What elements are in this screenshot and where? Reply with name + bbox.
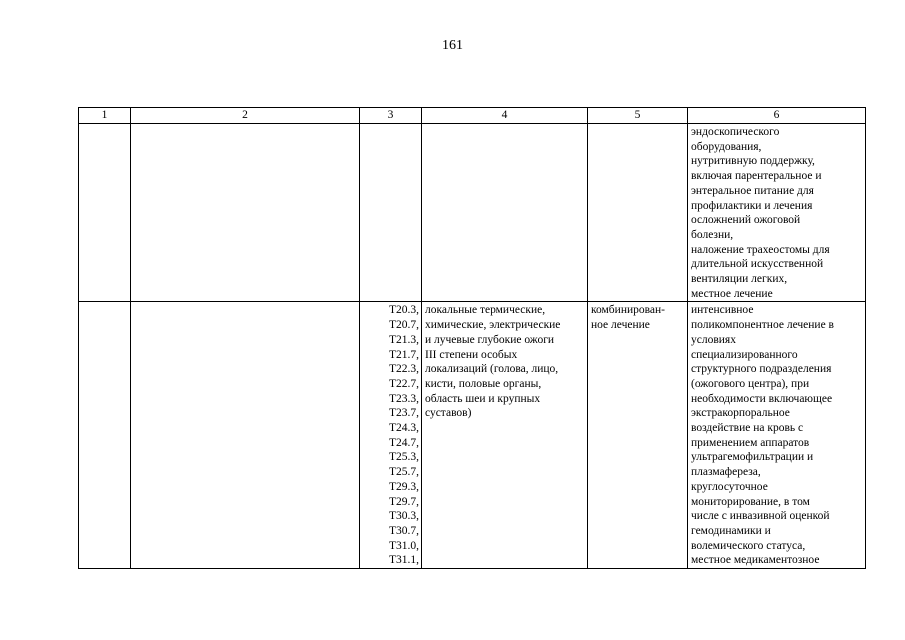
icd-code: T25.7,	[388, 466, 419, 479]
icd-code: T23.7,	[388, 407, 419, 420]
text-line: мониторирование, в том	[691, 495, 810, 508]
text-line: локальные термические,	[425, 304, 546, 317]
text-line: круглосуточное	[691, 480, 768, 493]
cell-col-1	[79, 302, 131, 569]
header-col-1: 1	[79, 108, 131, 124]
icd-code: T29.7,	[388, 495, 419, 508]
icd-code: T31.0,	[388, 539, 419, 552]
text-line: (ожогового центра), при	[691, 377, 810, 390]
page-number: 161	[442, 38, 463, 53]
text-line: применением аппаратов	[691, 436, 810, 449]
cell-col-4	[422, 124, 588, 302]
text-line: III степени особых	[425, 348, 518, 361]
icd-code: T23.3,	[388, 392, 419, 405]
cell-col-2	[131, 124, 360, 302]
text-line: вентиляции легких,	[691, 273, 788, 286]
text-line: ультрагемофильтрации и	[691, 451, 814, 464]
cell-col-3	[360, 124, 422, 302]
text-line: болезни,	[691, 228, 734, 241]
text-line: осложнений ожоговой	[691, 214, 801, 227]
text-line: локализаций (голова, лицо,	[425, 363, 559, 376]
icd-code: T22.7,	[388, 377, 419, 390]
text-line: специализированного	[691, 348, 798, 361]
text-line: плазмафереза,	[691, 466, 761, 479]
icd-code: T24.3,	[388, 422, 419, 435]
text-line: нутритивную поддержку,	[691, 155, 815, 168]
cell-icd-codes	[360, 302, 422, 569]
text-line: кисти, половые органы,	[425, 377, 542, 390]
header-col-2: 2	[131, 108, 360, 124]
cell-col-2	[131, 302, 360, 569]
cell-col-5	[588, 124, 688, 302]
icd-code: T31.1,	[388, 554, 419, 567]
text-line: область шеи и крупных	[425, 392, 541, 405]
text-line: местное лечение	[691, 287, 773, 300]
cell-treatment-methods	[688, 124, 866, 302]
text-line: экстракорпоральное	[691, 407, 790, 420]
icd-code: T21.7,	[388, 348, 419, 361]
icd-code: T29.3,	[388, 480, 419, 493]
text-line: местное медикаментозное	[691, 554, 820, 567]
cell-treatment-type	[588, 302, 688, 569]
icd-code: T30.7,	[388, 524, 419, 537]
text-line: интенсивное	[691, 304, 754, 317]
text-line: наложение трахеостомы для	[691, 243, 830, 256]
header-col-4: 4	[422, 108, 588, 124]
icd-code: T22.3,	[388, 363, 419, 376]
text-line: структурного подразделения	[691, 363, 832, 376]
text-line: включая парентеральное и	[691, 170, 822, 183]
header-col-3: 3	[360, 108, 422, 124]
text-line: поликомпонентное лечение в	[691, 319, 834, 332]
text-line: химические, электрические	[425, 319, 561, 332]
table-row	[79, 124, 866, 302]
text-line: длительной искусственной	[691, 258, 824, 271]
icd-code: T20.3,	[388, 304, 419, 317]
cell-patient-model	[422, 302, 588, 569]
text-line: и лучевые глубокие ожоги	[425, 333, 555, 346]
text-line: профилактики и лечения	[691, 199, 813, 212]
text-line: условиях	[691, 333, 736, 346]
cell-col-1	[79, 124, 131, 302]
icd-code: T25.3,	[388, 451, 419, 464]
icd-code: T21.3,	[388, 333, 419, 346]
text-line: воздействие на кровь с	[691, 422, 804, 435]
text-line: комбинирован-	[591, 304, 665, 317]
text-line: числе с инвазивной оценкой	[691, 510, 830, 523]
header-col-5: 5	[588, 108, 688, 124]
text-line: волемического статуса,	[691, 539, 806, 552]
medical-care-table	[78, 107, 866, 569]
text-line: оборудования,	[691, 140, 762, 153]
icd-code: T24.7,	[388, 436, 419, 449]
header-col-6: 6	[688, 108, 866, 124]
text-line: энтеральное питание для	[691, 184, 814, 197]
text-line: суставов)	[425, 407, 472, 420]
text-line: гемодинамики и	[691, 524, 771, 537]
header-row	[79, 108, 866, 124]
text-line: необходимости включающее	[691, 392, 833, 405]
icd-code: T30.3,	[388, 510, 419, 523]
cell-treatment-methods	[688, 302, 866, 569]
icd-code: T20.7,	[388, 319, 419, 332]
text-line: ное лечение	[591, 319, 650, 332]
text-line: эндоскопического	[691, 126, 780, 138]
table-row	[79, 302, 866, 569]
